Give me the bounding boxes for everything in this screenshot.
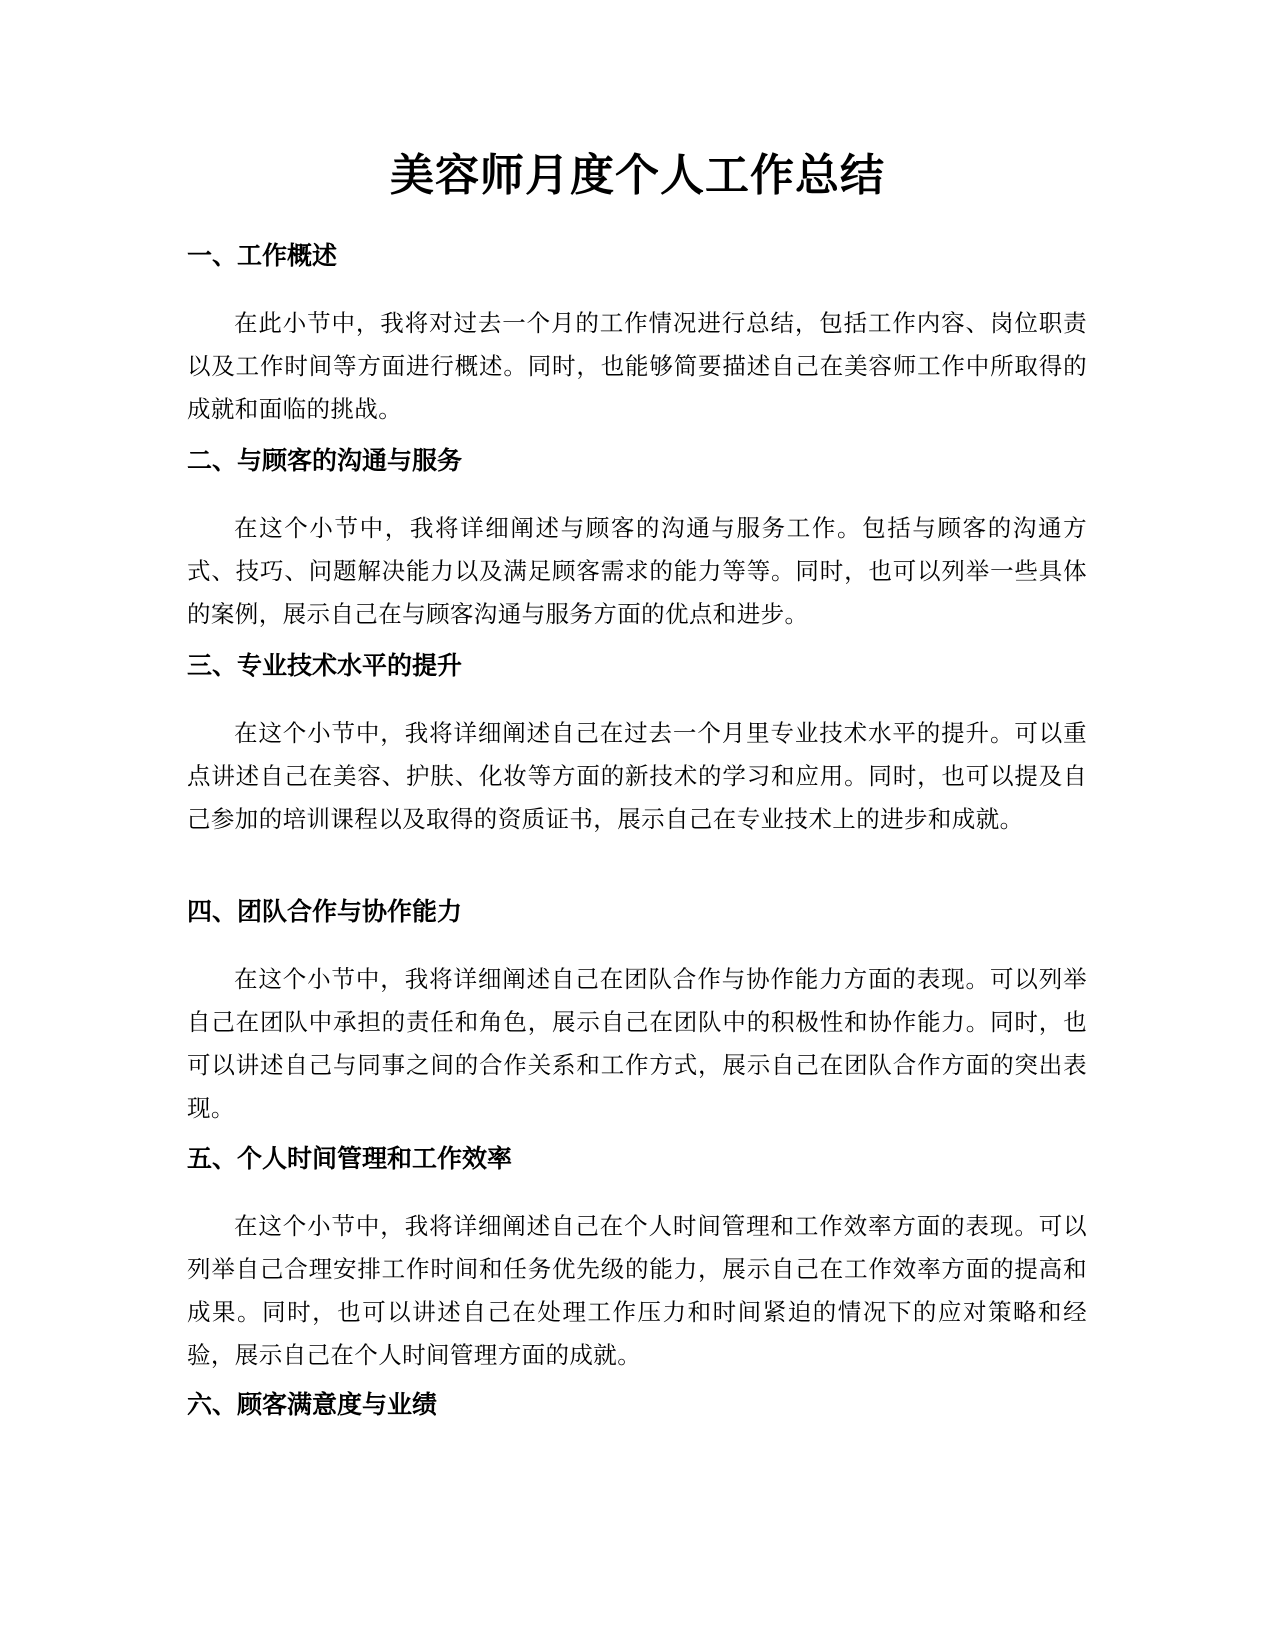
section-heading: 六、顾客满意度与业绩	[187, 1390, 438, 1419]
section-body: 在此小节中，我将对过去一个月的工作情况进行总结，包括工作内容、岗位职责以及工作时间等方面进行概述。同时，也能够简要描述自己在美容师工作中所取得的成就和面临的挑战。	[187, 309, 1087, 423]
section-customer-satisfaction	[187, 1387, 1087, 1423]
section-heading: 四、团队合作与协作能力	[187, 897, 463, 926]
section-body: 在这个小节中，我将详细阐述自己在过去一个月里专业技术水平的提升。可以重点讲述自己在美容、护肤、化妆等方面的新技术的学习和应用。同时，也可以提及自己参加的培训课程以及取得的资质证书，展示自己在专业技术上的进步和成就。	[187, 719, 1087, 833]
section-body: 在这个小节中，我将详细阐述与顾客的沟通与服务工作。包括与顾客的沟通方式、技巧、问题解决能力以及满足顾客需求的能力等等。同时，也可以列举一些具体的案例，展示自己在与顾客沟通与服务方面的优点和进步。	[187, 514, 1087, 628]
section-heading: 二、与顾客的沟通与服务	[187, 446, 463, 475]
section-teamwork	[187, 894, 1087, 1130]
section-heading: 五、个人时间管理和工作效率	[187, 1144, 513, 1173]
section-heading: 一、工作概述	[187, 241, 338, 270]
section-heading: 三、专业技术水平的提升	[187, 651, 463, 680]
section-time-management	[187, 1141, 1087, 1377]
section-customer-service	[187, 443, 1087, 636]
section-body: 在这个小节中，我将详细阐述自己在个人时间管理和工作效率方面的表现。可以列举自己合理安排工作时间和任务优先级的能力，展示自己在工作效率方面的提高和成果。同时，也可以讲述自己在处理工作压力和时间紧迫的情况下的应对策略和经验，展示自己在个人时间管理方面的成就。	[187, 1212, 1087, 1369]
section-work-overview	[187, 238, 1087, 431]
document-title: 美容师月度个人工作总结	[390, 150, 885, 201]
section-body: 在这个小节中，我将详细阐述自己在团队合作与协作能力方面的表现。可以列举自己在团队中承担的责任和角色，展示自己在团队中的积极性和协作能力。同时，也可以讲述自己与同事之间的合作关系和工作方式，展示自己在团队合作方面的突出表现。	[187, 965, 1087, 1122]
section-skill-improvement	[187, 648, 1087, 841]
